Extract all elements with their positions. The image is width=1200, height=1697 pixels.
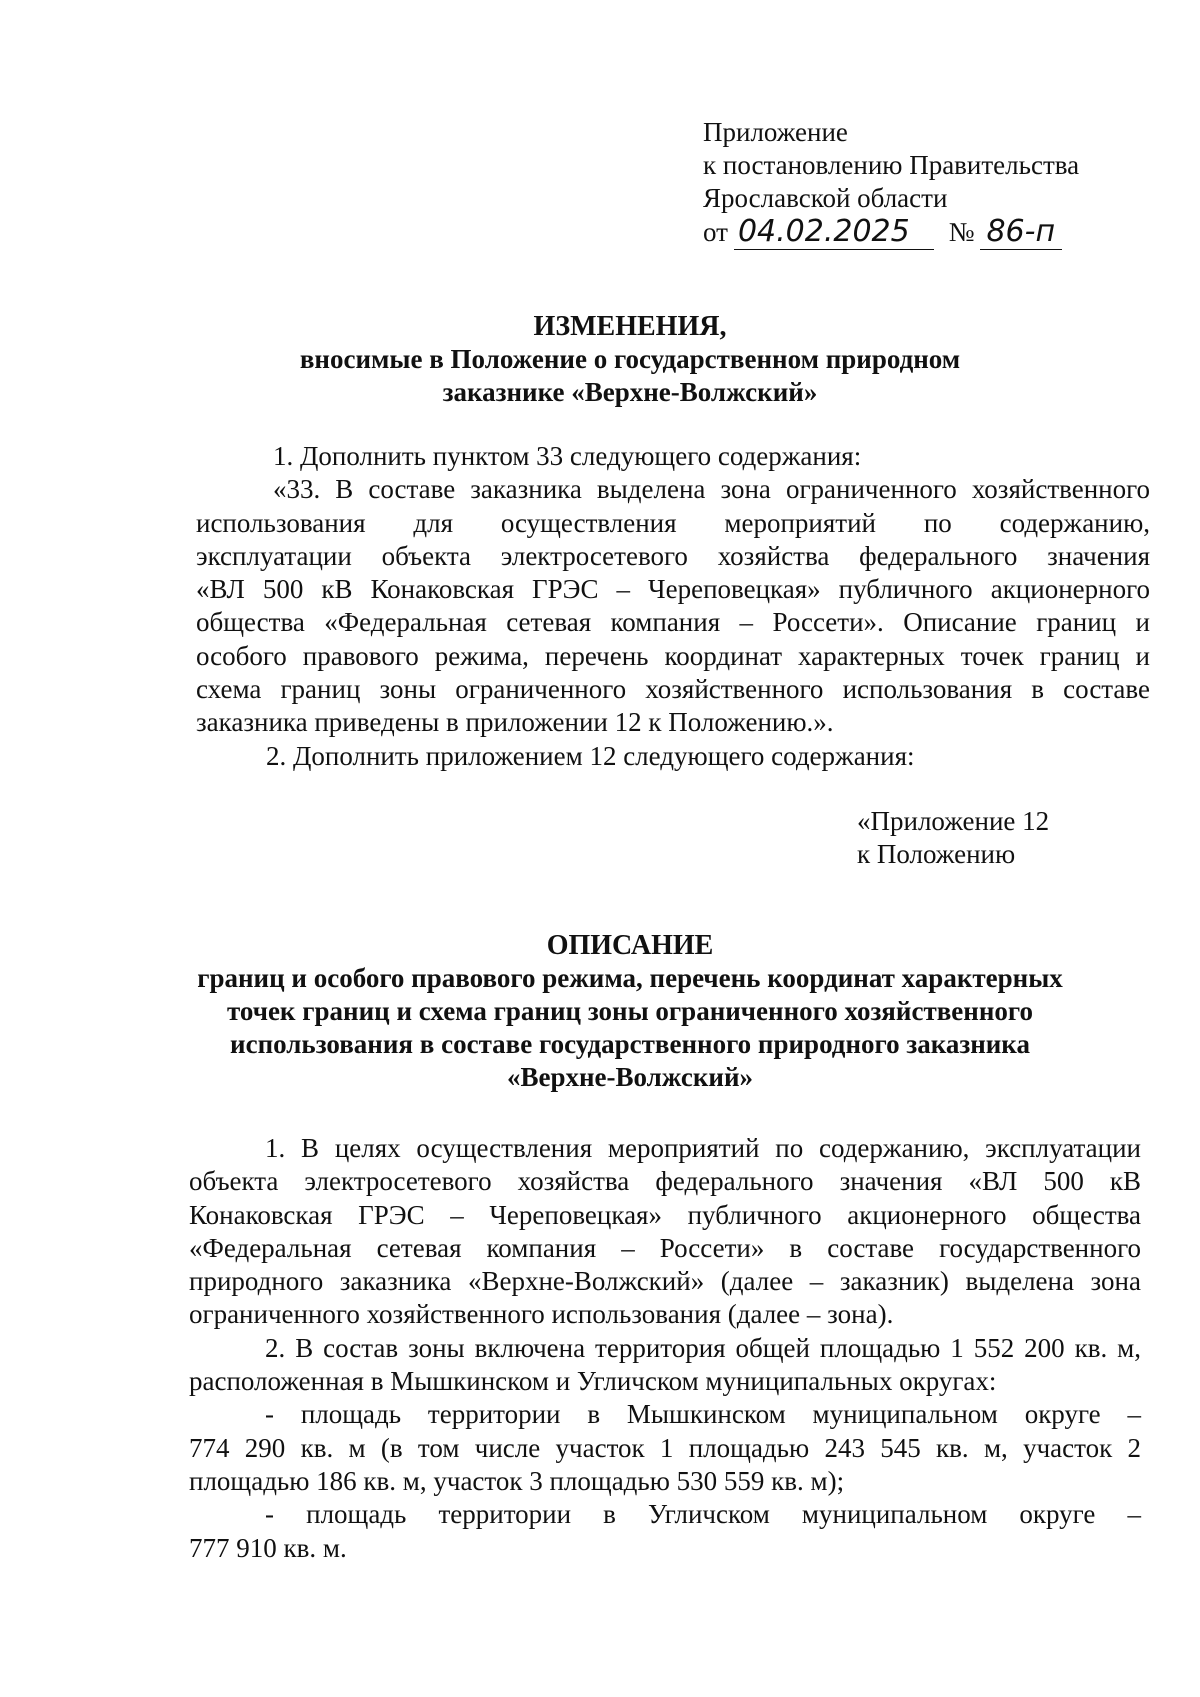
handwritten-number: 86-п — [980, 215, 1062, 250]
body1-line: заказника приведены в приложении 12 к Положению.». — [196, 707, 834, 738]
body2-line: природного заказника «Верхне-Волжский» (далее – заказник) выделена зона — [189, 1266, 1141, 1297]
appendix-header — [703, 116, 1079, 250]
body1-line: особого правового режима, перечень координат характерных точек границ и — [196, 640, 1150, 671]
header-line-2: к постановлению Правительства — [703, 150, 1080, 180]
body2-line: 1. В целях осуществления мероприятий по содержанию, эксплуатации — [265, 1133, 1141, 1163]
description-title-sub-1: границ и особого правового режима, перечень координат характерных — [197, 963, 1063, 993]
body2-line: 774 290 кв. м (в том числе участок 1 площадью 243 545 кв. м, участок 2 — [189, 1432, 1141, 1463]
body2-line: объекта электросетевого хозяйства федерального значения «ВЛ 500 кВ — [189, 1166, 1141, 1197]
changes-body — [196, 440, 1150, 773]
body2-line: - площадь территории в Мышкинском муниципальном округе – — [265, 1399, 1141, 1430]
appendix-12-line-2: к Положению — [857, 839, 1016, 869]
header-date-number-line — [703, 215, 1079, 250]
body2-line: - площадь территории в Угличском муниципальном округе – — [265, 1499, 1141, 1530]
description-body — [189, 1132, 1141, 1565]
description-title-sub-3: использования в составе государственного природного заказника — [230, 1029, 1030, 1059]
description-title-sub-4: «Верхне-Волжский» — [506, 1062, 754, 1092]
body1-line: «33. В составе заказника выделена зона ограниченного хозяйственного — [273, 474, 1150, 505]
description-title-sub-2: точек границ и схема границ зоны ограниченного хозяйственного — [227, 996, 1033, 1026]
body2-line: ограниченного хозяйственного использования (далее – зона). — [189, 1299, 894, 1330]
appendix-12-reference — [857, 805, 1049, 871]
changes-title-sub-2: заказнике «Верхне-Волжский» — [442, 377, 818, 407]
body2-line: площадью 186 кв. м, участок 3 площадью 530 559 кв. м); — [189, 1465, 845, 1496]
body1-line: 2. Дополнить приложением 12 следующего содержания: — [266, 740, 915, 771]
description-title-main: ОПИСАНИЕ — [546, 930, 714, 961]
body1-line: эксплуатации объекта электросетевого хозяйства федерального значения — [196, 540, 1150, 571]
number-sign: № — [948, 217, 975, 247]
appendix-12-line-1: «Приложение 12 — [857, 806, 1050, 836]
body2-line: расположенная в Мышкинском и Угличском муниципальных округах: — [189, 1366, 997, 1397]
body1-line: использования для осуществления мероприятий по содержанию, — [196, 507, 1150, 538]
body1-line: «ВЛ 500 кВ Конаковская ГРЭС – Череповецкая» публичного акционерного — [196, 574, 1150, 605]
body1-line: схема границ зоны ограниченного хозяйственного использования в составе — [196, 674, 1150, 705]
body2-line: «Федеральная сетевая компания – Россети» в составе государственного — [189, 1232, 1141, 1263]
body2-line: 777 910 кв. м. — [189, 1532, 347, 1563]
date-prefix: от — [703, 217, 728, 247]
description-title — [150, 929, 1110, 1094]
body2-line: 2. В состав зоны включена территория общей площадью 1 552 200 кв. м, — [265, 1332, 1141, 1363]
header-line-1: Приложение — [703, 117, 848, 147]
changes-title-sub-1: вносимые в Положение о государственном природном — [299, 344, 961, 374]
body1-line: общества «Федеральная сетевая компания – Россети». Описание границ и — [196, 607, 1150, 638]
body1-line: 1. Дополнить пунктом 33 следующего содержания: — [273, 441, 862, 471]
changes-title-main: ИЗМЕНЕНИЯ, — [533, 311, 727, 342]
body2-line: Конаковская ГРЭС – Череповецкая» публичного акционерного общества — [189, 1199, 1141, 1230]
handwritten-date: 04.02.2025 — [734, 215, 934, 250]
changes-title — [180, 310, 1080, 409]
header-line-3: Ярославской области — [703, 183, 948, 213]
